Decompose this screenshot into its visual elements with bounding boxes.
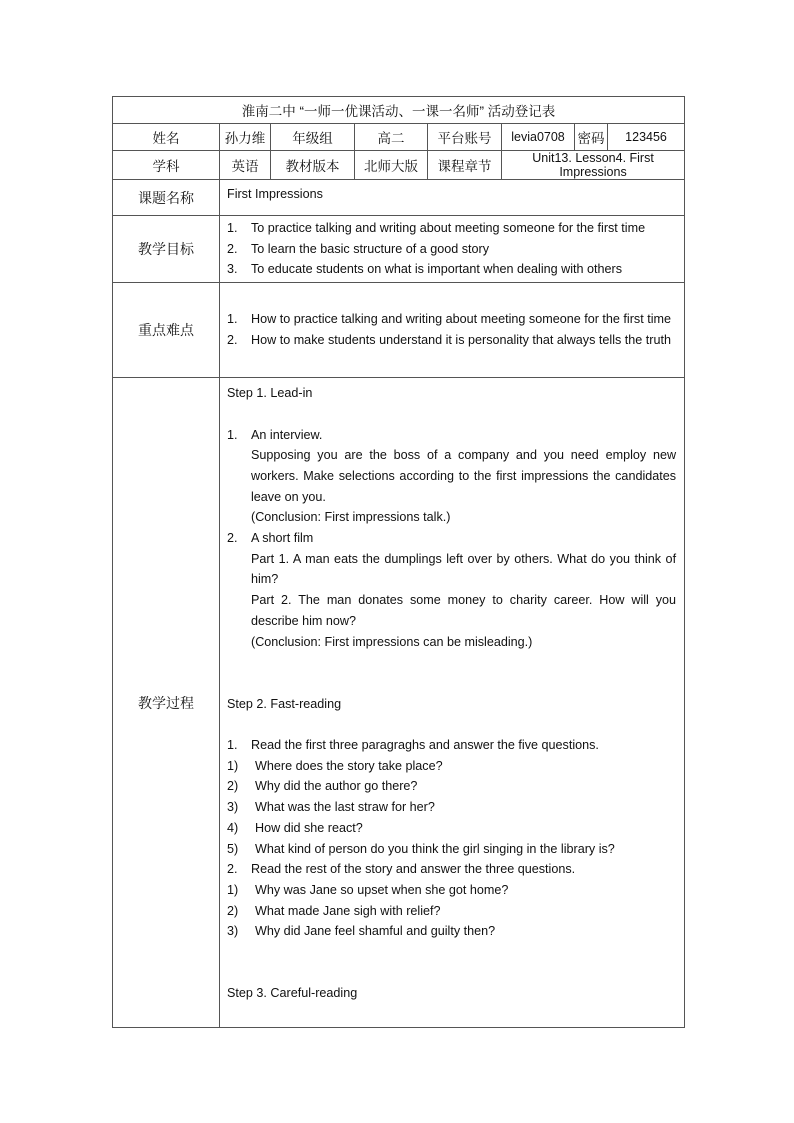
subject-value: 英语 — [220, 151, 271, 180]
chapter-value: Unit13. Lesson4. First Impressions — [502, 151, 685, 180]
question-item: 4) How did she react? — [227, 820, 363, 835]
question-item: 2) What made Jane sigh with relief? — [227, 903, 441, 918]
key-point-item: 1. How to practice talking and writing about meeting someone for the first time — [227, 312, 671, 327]
textbook-version-value: 北师大版 — [355, 151, 428, 180]
process-content — [220, 378, 685, 1028]
objective-item: 2. To learn the basic structure of a good story — [227, 241, 490, 256]
process-label: 教学过程 — [113, 378, 220, 1028]
name-value: 孙力维 — [220, 124, 271, 151]
question-item: 3) Why did Jane feel shamful and guilty then? — [227, 924, 496, 939]
step1-item-1: 1. An interview. — [227, 427, 323, 442]
step3-heading: Step 3. Careful-reading — [227, 986, 358, 1001]
password-value: 123456 — [608, 124, 685, 151]
step1-item-2: 2. A short film — [227, 531, 314, 546]
lesson-title-label: 课题名称 — [113, 180, 220, 216]
key-points-row — [113, 283, 685, 378]
lesson-title-row — [113, 180, 685, 216]
lesson-title-value: First Impressions — [220, 180, 685, 216]
form-title: 淮南二中 “一师一优课活动、一课一名师” 活动登记表 — [113, 97, 685, 124]
question-item: 3) What was the last straw for her? — [227, 800, 435, 815]
objectives-row — [113, 216, 685, 283]
step1-item-2-conclusion: (Conclusion: First impressions can be misleading.) — [251, 634, 533, 649]
question-item: 2) Why did the author go there? — [227, 779, 418, 794]
objective-item: 3. To educate students on what is important when dealing with others — [227, 262, 623, 277]
question-item: 1) Why was Jane so upset when she got home? — [227, 882, 509, 897]
name-label: 姓名 — [113, 124, 220, 151]
step2-heading: Step 2. Fast-reading — [227, 696, 342, 711]
grade-group-value: 高二 — [355, 124, 428, 151]
info-row-2 — [113, 151, 685, 180]
process-row — [113, 378, 685, 1028]
question-item: 1) Where does the story take place? — [227, 758, 443, 773]
step1-item-2-part2: Part 2. The man donates some money to charity career. How will you describe him now? — [251, 593, 677, 628]
registration-table — [112, 96, 685, 1028]
subject-label: 学科 — [113, 151, 220, 180]
step1-heading: Step 1. Lead-in — [227, 386, 313, 401]
info-row-1 — [113, 124, 685, 151]
step1-item-1-text: Supposing you are the boss of a company and you need employ new workers. Make selections according to the first impressions the candidates leave on you. — [251, 448, 677, 504]
chapter-label: 课程章节 — [428, 151, 502, 180]
objectives-content — [220, 216, 685, 283]
step2-task-2: 2. Read the rest of the story and answer the three questions. — [227, 862, 576, 877]
objective-item: 1. To practice talking and writing about meeting someone for the first time — [227, 221, 646, 235]
step1-item-1-conclusion: (Conclusion: First impressions talk.) — [251, 510, 451, 525]
textbook-version-label: 教材版本 — [271, 151, 355, 180]
key-point-item: 2. How to make students understand it is personality that always tells the truth — [227, 333, 672, 348]
grade-group-label: 年级组 — [271, 124, 355, 151]
key-points-content — [220, 283, 685, 378]
step1-item-2-part1: Part 1. A man eats the dumplings left over by others. What do you think of him? — [251, 551, 677, 587]
platform-account-label: 平台账号 — [428, 124, 502, 151]
key-points-label: 重点难点 — [113, 283, 220, 378]
step2-task-1: 1. Read the first three paragraghs and answer the five questions. — [227, 738, 599, 752]
objectives-label: 教学目标 — [113, 216, 220, 283]
password-label: 密码 — [575, 124, 608, 151]
platform-account-value: levia0708 — [502, 124, 575, 151]
question-item: 5) What kind of person do you think the girl singing in the library is? — [227, 841, 615, 856]
